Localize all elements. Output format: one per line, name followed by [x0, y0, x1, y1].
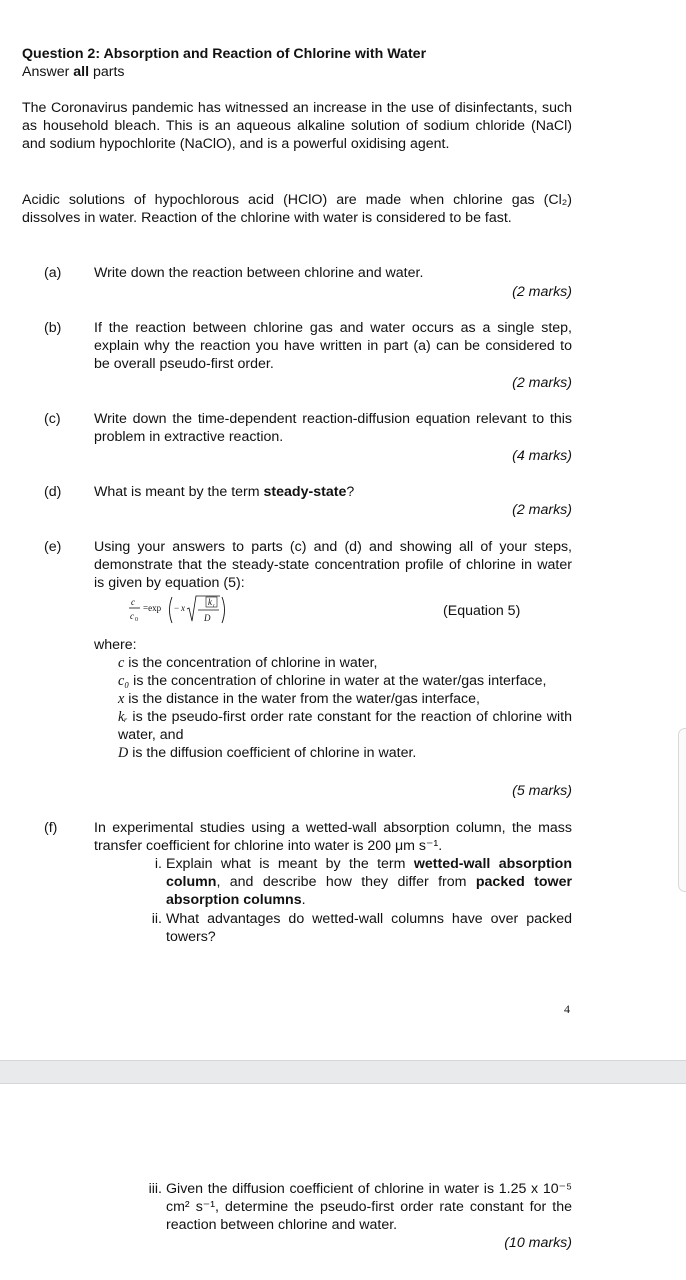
svg-text:r: r [213, 604, 215, 609]
page-separator [0, 1060, 686, 1084]
definition-c: c is the concentration of chlorine in water, [118, 655, 378, 671]
question-instruction: Answer all parts [22, 64, 125, 80]
svg-text:k: k [208, 597, 212, 607]
part-text: Write down the reaction between chlorine and water. [94, 265, 424, 281]
part-e-marks: (5 marks) [512, 783, 572, 799]
document-page: Question 2: Absorption and Reaction of Chlorine with Water Answer all parts The Coronavirus pandemic has witnessed an increase in the use of disinfectants, such as household bleach. This is an aqueous alkaline solution of sodium chloride (NaCl) and sodium hypochlorite (NaClO), and is a powerful oxidising agent. Acidic solutions of hypochlorous acid (HClO) are made when chlorine gas (Cl₂) dissolves in water. Reaction of the chlorine with water is considered to be fast. (a) Write down the reaction between chlorine and water. (2 marks) (b) If the reaction between chlorine gas and water occurs as a single step, explain why the reaction you have written in part (a) can be considered to be overall pseudo-first order. (2 marks) (c) Write down the time-dependent reaction-diffusion equation relevant to this problem in extractive reaction. (4 marks) (d) What is meant by the term steady-state? (2 marks) (e) Using your answers to parts (c) and (d) and showing all of your steps, demonstrate that the steady-state concentration profile of chlorine in water is given by equation (5): c c 0 =exp − x k r D (Equation 5) where: c is the concentration of chlorine in water, c₀ is the concentration of chlorine in water at the water/gas interface, x is the distance in the water from the water/gas interface, kᵣ is the pseudo-first order rate constant for the reaction of chlorine with water, and D is the diffusion coefficient of chlorine in water. (5 marks) (f) In experimental studies using a wetted-wall absorption column, the mass transfer coefficient for chlorine into water is 200 μm s⁻¹. i. Explain what is meant by the term wetted-wall absorption column, and describe how they differ from packed tower absorption columns. ii. What advantages do wetted-wall columns have over packed towers? 4 [0, 0, 686, 1060]
equation-label: (Equation 5) [443, 603, 521, 619]
svg-text:c: c [131, 597, 135, 607]
svg-text:x: x [181, 603, 185, 613]
question-title: Question 2: Absorption and Reaction of Chlorine with Water [22, 46, 427, 62]
svg-text:−: − [174, 603, 180, 613]
svg-text:c: c [130, 611, 134, 621]
where-label: where: [94, 637, 137, 653]
intro-paragraph-2: Acidic solutions of hypochlorous acid (HClO) are made when chlorine gas (Cl₂) dissolves in water. Reaction of the chlorine with water is considered to be fast. [22, 192, 572, 226]
part-text: Using your answers to parts (c) and (d) and showing all of your steps, demonstrate that the steady-state concentration profile of chlorine in water is given by equation (5): [94, 539, 572, 591]
part-label: (d) [44, 484, 62, 500]
part-label: (f) [44, 820, 58, 836]
part-f-marks: (10 marks) [504, 1235, 572, 1251]
variable-definitions [118, 654, 572, 762]
definition-kr: kᵣ is the pseudo-first order rate constant for the reaction of chlorine with water, and [118, 709, 572, 743]
part-label: (e) [44, 539, 62, 555]
part-text: In experimental studies using a wetted-wall absorption column, the mass transfer coefficient for chlorine into water is 200 μm s⁻¹. [94, 820, 572, 854]
definition-c0: c₀ is the concentration of chlorine in water at the water/gas interface, [118, 673, 547, 689]
part-label: (c) [44, 411, 61, 427]
part-label: (b) [44, 320, 62, 336]
intro-paragraph-1: The Coronavirus pandemic has witnessed an increase in the use of disinfectants, such as household bleach. This is an aqueous alkaline solution of sodium chloride (NaCl) and sodium hypochlorite (NaClO), and is a powerful oxidising agent. [22, 100, 572, 152]
part-c-marks: (4 marks) [512, 448, 572, 464]
svg-text:D: D [204, 613, 211, 623]
svg-text:=exp: =exp [143, 603, 162, 613]
svg-text:0: 0 [135, 617, 138, 623]
document-page-2: iii. Given the diffusion coefficient of chlorine in water is 1.25 x 10⁻⁵ cm² s⁻¹, determine the pseudo-first order rate constant for the reaction between chlorine and water. (10 marks) [0, 1084, 686, 1280]
scroll-edge-handle[interactable] [678, 728, 686, 892]
definition-d: D is the diffusion coefficient of chlorine in water. [118, 745, 417, 761]
part-text: What is meant by the term steady-state? [94, 484, 355, 500]
part-text: If the reaction between chlorine gas and water occurs as a single step, explain why the reaction you have written in part (a) can be considered to be overall pseudo-first order. [94, 320, 572, 372]
page-number: 4 [564, 1002, 570, 1016]
part-b-marks: (2 marks) [512, 375, 572, 391]
part-text: Write down the time-dependent reaction-diffusion equation relevant to this problem in extractive reaction. [94, 411, 572, 445]
equation-5-formula [128, 593, 238, 629]
part-d-marks: (2 marks) [512, 502, 572, 518]
definition-x: x is the distance in the water from the water/gas interface, [118, 691, 480, 707]
part-label: (a) [44, 265, 62, 281]
question-header [22, 45, 572, 81]
part-a-marks: (2 marks) [512, 284, 572, 300]
